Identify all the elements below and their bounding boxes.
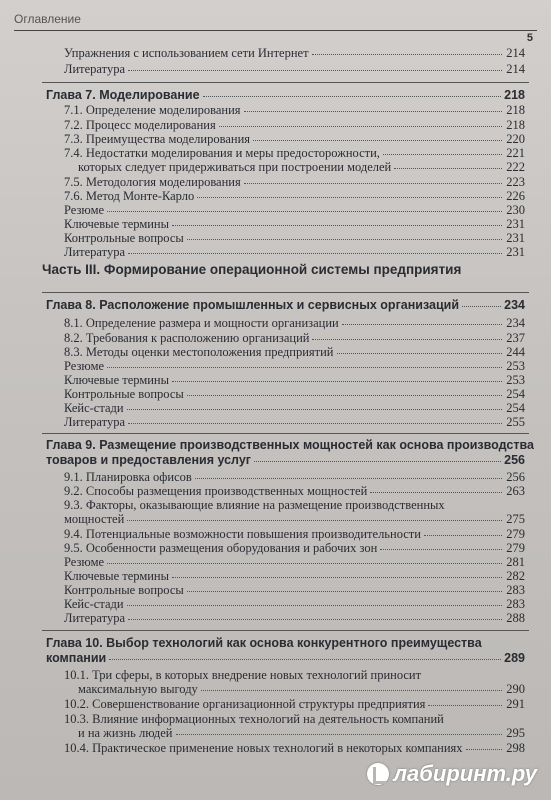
toc-entry-label: 7.4. Недостатки моделирования и меры предосторожности, (64, 146, 380, 160)
dot-leader (127, 520, 502, 521)
toc-entry-label: Литература (64, 611, 125, 625)
toc-entry[interactable] (64, 62, 525, 76)
toc-entry-page: 231 (506, 245, 525, 259)
chapter-8-heading[interactable] (46, 298, 525, 312)
toc-entry-page: 221 (506, 146, 525, 160)
dot-leader (128, 70, 502, 71)
chapter-rule (42, 292, 529, 293)
toc-entry-page: 253 (506, 373, 525, 387)
toc-entry[interactable] (64, 359, 525, 373)
toc-entry-page: 231 (506, 231, 525, 245)
dot-leader (127, 409, 502, 410)
toc-entry[interactable] (64, 401, 525, 415)
toc-entry-page: 230 (506, 203, 525, 217)
toc-entry[interactable] (64, 132, 525, 146)
toc-entry[interactable] (64, 387, 525, 401)
dot-leader (424, 535, 502, 536)
dot-leader (219, 126, 502, 127)
toc-entry-page: 226 (506, 189, 525, 203)
toc-entry[interactable] (64, 231, 525, 245)
chapter-title: компании (46, 651, 107, 665)
dot-leader (201, 690, 502, 691)
toc-entry[interactable] (64, 103, 525, 117)
toc-entry[interactable] (78, 726, 525, 740)
toc-entry-label: 7.3. Преимущества моделирования (64, 132, 251, 146)
toc-entry-label: 7.2. Процесс моделирования (64, 118, 216, 132)
dot-leader (312, 54, 502, 55)
toc-entry[interactable] (64, 697, 525, 711)
toc-entry-page: 214 (506, 46, 525, 60)
logo-text: лабиринт.ру (393, 761, 537, 786)
toc-entry-label: Литература (64, 245, 125, 259)
toc-entry[interactable] (64, 175, 525, 189)
dot-leader (128, 619, 502, 620)
toc-entry-label: Упражнения с использованием сети Интернет (64, 46, 309, 60)
toc-entry[interactable] (64, 245, 525, 259)
dot-leader (342, 324, 502, 325)
toc-entry-page: 234 (506, 316, 525, 330)
toc-entry[interactable] (64, 373, 525, 387)
chapter-9-heading-line1[interactable]: Глава 9. Размещение производственных мощностей как основа производства (46, 438, 534, 452)
toc-entry[interactable] (64, 217, 525, 231)
toc-entry-page: 295 (506, 726, 525, 740)
chapter-10-heading-line1[interactable]: Глава 10. Выбор технологий как основа конкурентного преимущества (46, 636, 482, 650)
toc-entry-page: 279 (506, 527, 525, 541)
toc-entry[interactable] (64, 331, 525, 345)
dot-leader (107, 367, 502, 368)
toc-entry-label: Резюме (64, 203, 105, 217)
toc-entry[interactable] (64, 512, 525, 526)
toc-entry-page: 254 (506, 387, 525, 401)
toc-entry-page: 275 (506, 512, 525, 526)
toc-entry[interactable] (64, 569, 525, 583)
toc-entry[interactable] (64, 555, 525, 569)
chapter-title: Глава 7. Моделирование (46, 88, 200, 102)
toc-entry[interactable] (64, 189, 525, 203)
toc-entry-label: 7.6. Метод Монте-Карло (64, 189, 195, 203)
chapter-page: 218 (504, 88, 525, 102)
toc-entry-label[interactable]: 10.3. Влияние информационных технологий на деятельность компаний (64, 712, 444, 726)
dot-leader (428, 705, 502, 706)
dot-leader (176, 734, 503, 735)
toc-entry-page: 222 (506, 160, 525, 174)
dot-leader (195, 478, 502, 479)
toc-entry[interactable] (64, 484, 525, 498)
toc-entry-label: Контрольные вопросы (64, 387, 184, 401)
toc-entry-label: Кейс-стади (64, 401, 124, 415)
dot-leader (394, 168, 502, 169)
toc-entry[interactable] (64, 203, 525, 217)
dot-leader (172, 225, 502, 226)
dot-leader (244, 183, 502, 184)
chapter-rule (42, 433, 529, 434)
toc-entry-page: 298 (506, 741, 525, 755)
dot-leader (380, 549, 502, 550)
toc-entry-label: Ключевые термины (64, 373, 170, 387)
toc-entry-page: 283 (506, 583, 525, 597)
toc-entry[interactable] (64, 415, 525, 429)
toc-entry-label[interactable]: 9.3. Факторы, оказывающие влияние на размещение производственных (64, 498, 445, 512)
toc-entry-label: 7.5. Методология моделирования (64, 175, 241, 189)
dot-leader (383, 154, 502, 155)
chapter-rule (42, 630, 529, 631)
dot-leader (203, 96, 502, 97)
toc-entry-label: и на жизнь людей (78, 726, 173, 740)
toc-entry-label: 8.2. Требования к расположению организаций (64, 331, 310, 345)
toc-entry-page: 288 (506, 611, 525, 625)
toc-entry-label: Кейс-стади (64, 597, 124, 611)
toc-entry-page: 254 (506, 401, 525, 415)
toc-entry[interactable] (64, 146, 525, 160)
toc-entry-page: 290 (506, 682, 525, 696)
toc-entry[interactable] (64, 583, 525, 597)
dot-leader (253, 140, 502, 141)
toc-entry-page: 291 (506, 697, 525, 711)
toc-entry-label: 10.4. Практическое применение новых технологий в некоторых компаниях (64, 741, 463, 755)
dot-leader (337, 353, 502, 354)
dot-leader (254, 461, 501, 462)
chapter-page: 234 (504, 298, 525, 312)
toc-entry[interactable] (64, 597, 525, 611)
toc-entry-page: 256 (506, 470, 525, 484)
toc-entry-page: 231 (506, 217, 525, 231)
toc-entry-page: 244 (506, 345, 525, 359)
toc-entry-label: Резюме (64, 555, 105, 569)
chapter-page: 289 (504, 651, 525, 665)
toc-entry-label: максимальную выгоду (78, 682, 198, 696)
toc-entry-page: 220 (506, 132, 525, 146)
toc-entry-label: Контрольные вопросы (64, 583, 184, 597)
toc-entry-page: 218 (506, 103, 525, 117)
toc-entry-page: 218 (506, 118, 525, 132)
toc-entry[interactable] (78, 160, 525, 174)
dot-leader (312, 339, 502, 340)
toc-entry-page: 283 (506, 597, 525, 611)
toc-entry[interactable] (64, 527, 525, 541)
toc-entry[interactable] (64, 741, 525, 755)
dot-leader (128, 423, 502, 424)
chapter-title: Глава 8. Расположение промышленных и сервисных организаций (46, 298, 460, 312)
toc-entry-page: 223 (506, 175, 525, 189)
toc-entry-label: Контрольные вопросы (64, 231, 184, 245)
toc-entry[interactable] (64, 118, 525, 132)
dot-leader (187, 395, 502, 396)
toc-entry[interactable] (78, 682, 525, 696)
toc-entry-label: 9.5. Особенности размещения оборудования и рабочих зон (64, 541, 378, 555)
toc-entry-label: Ключевые термины (64, 217, 170, 231)
dot-leader (466, 749, 502, 750)
page-number: 5 (526, 32, 533, 44)
toc-entry-label: 7.1. Определение моделирования (64, 103, 241, 117)
dot-leader (197, 197, 502, 198)
dot-leader (187, 591, 502, 592)
dot-leader (127, 605, 502, 606)
toc-entry[interactable] (64, 46, 525, 60)
toc-entry-label: 9.1. Планировка офисов (64, 470, 192, 484)
toc-entry-page: 263 (506, 484, 525, 498)
dot-leader (462, 306, 501, 307)
toc-entry-page: 237 (506, 331, 525, 345)
dot-leader (244, 111, 502, 112)
toc-entry-page: 255 (506, 415, 525, 429)
dot-leader (107, 563, 502, 564)
toc-entry-label: Ключевые термины (64, 569, 170, 583)
toc-entry-label: 8.3. Методы оценки местоположения предприятий (64, 345, 334, 359)
watermark-logo (367, 760, 537, 788)
logo-icon (367, 763, 389, 785)
chapter-9-heading[interactable] (46, 453, 525, 467)
toc-entry-label: Литература (64, 415, 125, 429)
toc-entry-label: 9.4. Потенциальные возможности повышения производительности (64, 527, 421, 541)
chapter-10-heading[interactable] (46, 651, 525, 665)
chapter-title: товаров и предоставления услуг (46, 453, 251, 467)
dot-leader (172, 577, 502, 578)
chapter-rule (42, 82, 529, 83)
dot-leader (107, 211, 502, 212)
toc-entry[interactable] (64, 541, 525, 555)
toc-entry-label: мощностей (64, 512, 125, 526)
running-head-title: Оглавление (14, 12, 81, 26)
dot-leader (128, 253, 502, 254)
toc-entry-page: 282 (506, 569, 525, 583)
toc-entry[interactable] (64, 611, 525, 625)
toc-entry-label: Резюме (64, 359, 105, 373)
dot-leader (172, 381, 502, 382)
chapter-page: 256 (504, 453, 525, 467)
toc-entry-page: 281 (506, 555, 525, 569)
toc-entry-label: 8.1. Определение размера и мощности организации (64, 316, 339, 330)
toc-entry-label: 9.2. Способы размещения производственных мощностей (64, 484, 368, 498)
toc-entry-label: Литература (64, 62, 125, 76)
toc-entry-label[interactable]: 10.1. Три сферы, в которых внедрение новых технологий приносит (64, 668, 422, 682)
dot-leader (370, 492, 502, 493)
dot-leader (187, 239, 502, 240)
toc-entry-label: которых следует придерживаться при построении моделей (78, 160, 392, 174)
chapter-7-heading[interactable] (46, 88, 525, 102)
toc-entry[interactable] (64, 470, 525, 484)
part-title[interactable]: Часть III. Формирование операционной системы предприятия (42, 262, 462, 277)
toc-entry[interactable] (64, 316, 525, 330)
toc-entry[interactable] (64, 345, 525, 359)
dot-leader (109, 659, 501, 660)
toc-entry-page: 214 (506, 62, 525, 76)
toc-entry-page: 253 (506, 359, 525, 373)
toc-entry-page: 279 (506, 541, 525, 555)
toc-entry-label: 10.2. Совершенствование организационной структуры предприятия (64, 697, 426, 711)
